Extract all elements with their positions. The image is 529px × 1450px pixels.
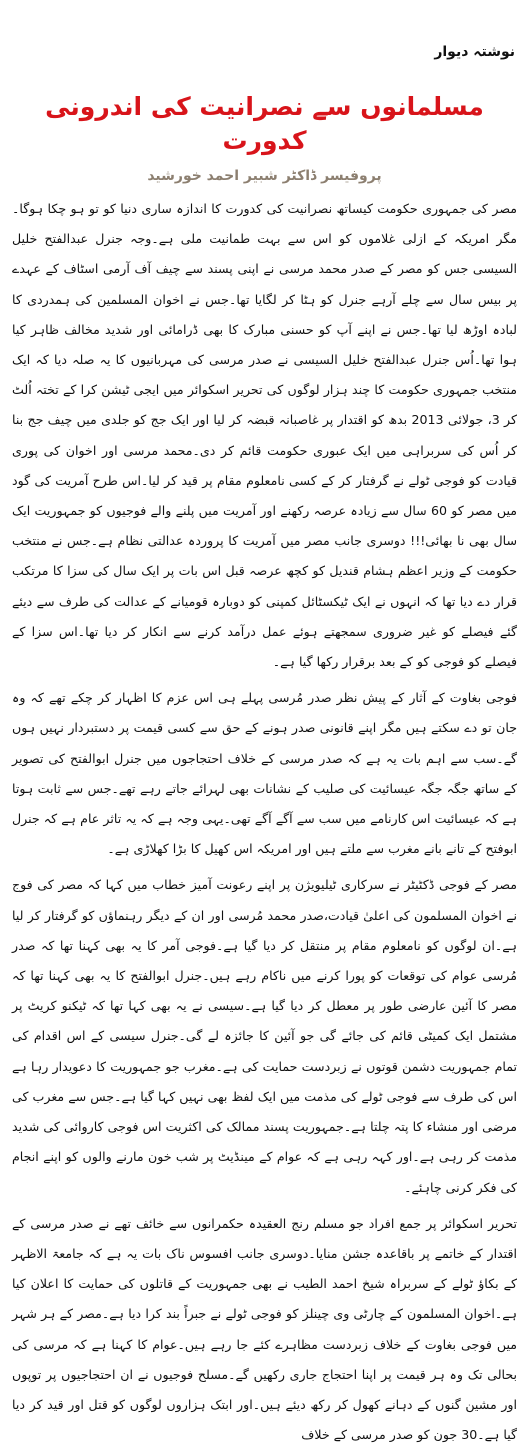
article-paragraph: فوجی بغاوت کے آثار کے پیش نظر صدر مُرسی پہلے ہی اس عزم کا اظہار کر چکے تھے کہ وہ جان تو دے سکتے ہیں مگر اپنے قانونی صدر ہونے کے حق سے کسی قیمت پر دستبردار نہیں ہوں گے۔سب سے اہم بات یہ ہے کہ صدر مرسی کے خلاف احتجاجوں میں جنرل ابوالفتح کی تصویر کے ساتھ جگہ جگہ عیسائیت کی صلیب کے نشانات بھی لہرائے جاتے رہے تھے۔جس سے ثابت ہوتا ہے کہ عیسائیت اس کارنامے میں سب سے آگے آگے تھی۔یہی وجہ ہے کہ یہ تاثر عام ہے کہ جنرل ابوفتح کے تانے بانے مغرب سے ملتے ہیں اور امریکہ اس کھیل کا بڑا کھلاڑی ہے۔ [12, 690, 517, 857]
article-paragraph: مصر کی جمہوری حکومت کیساتھ نصرانیت کی کدورت کا اندازہ ساری دنیا کو تو ہو چکا ہوگا۔مگر امریکہ کے ازلی غلاموں کو اس سے بہت طمانیت ملی ہے۔وجہ جنرل عبدالفتح خلیل السیسی جس کو مصر کے صدر محمد مرسی نے اپنی پسند سے چیف آف آرمی اسٹاف کے عہدے پر بیس سال سے چلے آرہے جنرل کو ہٹا کر لگایا تھا۔جس نے اخوان المسلمین کی ہمدردی کا لبادہ اوڑھ لیا تھا۔جس نے اپنے آپ کو حسنی مبارک کا بھی ڈرامائی اور شدید مخالف ظاہر کیا ہوا تھا۔اُس جنرل عبدالفتح خلیل السیسی نے صدر مرسی کی مہربانیوں کا یہ صلہ دیا کہ ایک منتخب جمہوری حکومت کا چند ہزار لوگوں کی تحریر اسکوائر میں ایجی ٹیشن کرا کے تختہ اُلٹ کر 3، جولائی 2013 بدھ کو اقتدار پر غاصبانہ قبضہ کر لیا اور ایک جج کو جلدی میں چیف جج بنا کر اُس کی سربراہی میں ایک عبوری حکومت قائم کر دی۔محمد مرسی اور اخوان کی پوری قیادت کو فوجی ٹولے نے گرفتار کر کے کسی نامعلوم مقام پر قید کر لیا۔اس طرح آمریت کی گود میں مصر کو 60 سال سے زیادہ عرصہ رکھنے اور آمریت میں پلنے والے فوجیوں کو جمہوریت ایک سال بھی نا بھائی!!! دوسری جانب مصر میں آمریت کا پروردہ عدالتی نظام ہے۔جس نے منتخب حکومت کے وزیر اعظم ہشام قندیل کو کچھ عرصہ قبل اس بات پر ایک سال کی سزا کا مرتکب قرار دے دیا تھا کہ انہوں نے ایک ٹیکسٹائل کمپنی کو دوبارہ قومیانے کے عدالت کی طرف سے دیئے گئے فیصلے کو غیر ضروری سمجھتے ہوئے عمل درآمد کرنے سے انکار کر دیا تھا۔اس سزا کے فیصلے کو فوجی کو کے بعد برقرار رکھا گیا ہے۔ [12, 201, 517, 670]
column-name: نوشتہ دیوار [434, 44, 515, 60]
author-byline: پروفیسر ڈاکٹر شبیر احمد خورشید [147, 168, 382, 184]
article-headline: مسلمانوں سے نصرانیت کی اندرونی کدورت [45, 92, 484, 155]
article-paragraph: مصر کے فوجی ڈکٹیٹر نے سرکاری ٹیلیویژن پر اپنے رعونت آمیز خطاب میں کہا کہ مصر کی فوج نے اخوان المسلمون کی اعلیٰ قیادت،صدر محمد مُرسی اور ان کے دیگر رہنماؤں کو گرفتار کر لیا ہے۔ان لوگوں کو نامعلوم مقام پر منتقل کر دیا گیا ہے۔فوجی آمر کا یہ بھی کہنا تھا کہ صدر مُرسی عوام کی توقعات کو پورا کرنے میں ناکام رہے ہیں۔جنرل ابوالفتح کا یہ بھی کہنا تھا کہ مصر کا آئین عارضی طور پر معطل کر دیا گیا ہے۔سیسی نے یہ بھی کہا تھا کہ ٹیکنو کریٹ پر مشتمل ایک کمیٹی قائم کی جائے گی جو آئین کا جائزہ لے گی۔جنرل سیسی کے اس اقدام کی تمام جمہوریت دشمن قوتوں نے زبردست حمایت کی ہے۔مغرب جو جمہوریت کا دعویدار رہا ہے اس کی طرف سے فوجی ٹولے کی مذمت میں ایک لفظ بھی نہیں کہا گیا ہے۔جس سے مغرب کی مرضی اور منشاء کا پتہ چلتا ہے۔جمہوریت پسند ممالک کی اکثریت اس فوجی کاروائی کی شدید مذمت کر رہی ہے۔اور کہہ رہی ہے کہ عوام کے مینڈیٹ پر شب خون مارنے والوں کو اپنے انجام کی فکر کرنی چاہئے۔ [12, 877, 517, 1195]
article-body [12, 194, 517, 1450]
article-paragraph: تحریر اسکوائر پر جمع افراد جو مسلم رنج العقیدہ حکمرانوں سے خائف تھے نے صدر مرسی کے اقتدار کے خاتمے پر باقاعدہ جشن منایا۔دوسری جانب افسوس ناک بات یہ ہے کہ جامعۃ الاظہر کے بکاؤ ٹولے کے سربراہ شیخ احمد الطیب نے بھی جمہوریت کے قاتلوں کی حمایت کا اعلان کیا ہے۔اخوان المسلمون کے چارٹی وی چینلز کو فوجی ٹولے نے جبراً بند کرا دیا ہے۔مصر کے ہر شہر میں فوجی بغاوت کے خلاف زبردست مظاہرے کئے جا رہے ہیں۔عوام کا کہنا ہے کہ مرسی کی بحالی تک وہ ہر قیمت پر اپنا احتجاج جاری رکھیں گے۔مسلح فوجیوں نے ان احتجاجیوں پر توپوں اور مشین گنوں کے دہانے کھول کر رکھ دیئے ہیں۔اور ابتک ہزاروں لوگوں کو قتل اور قید کر دیا گیا ہے۔30 جون کو صدر مرسی کے خلاف [12, 1215, 517, 1443]
